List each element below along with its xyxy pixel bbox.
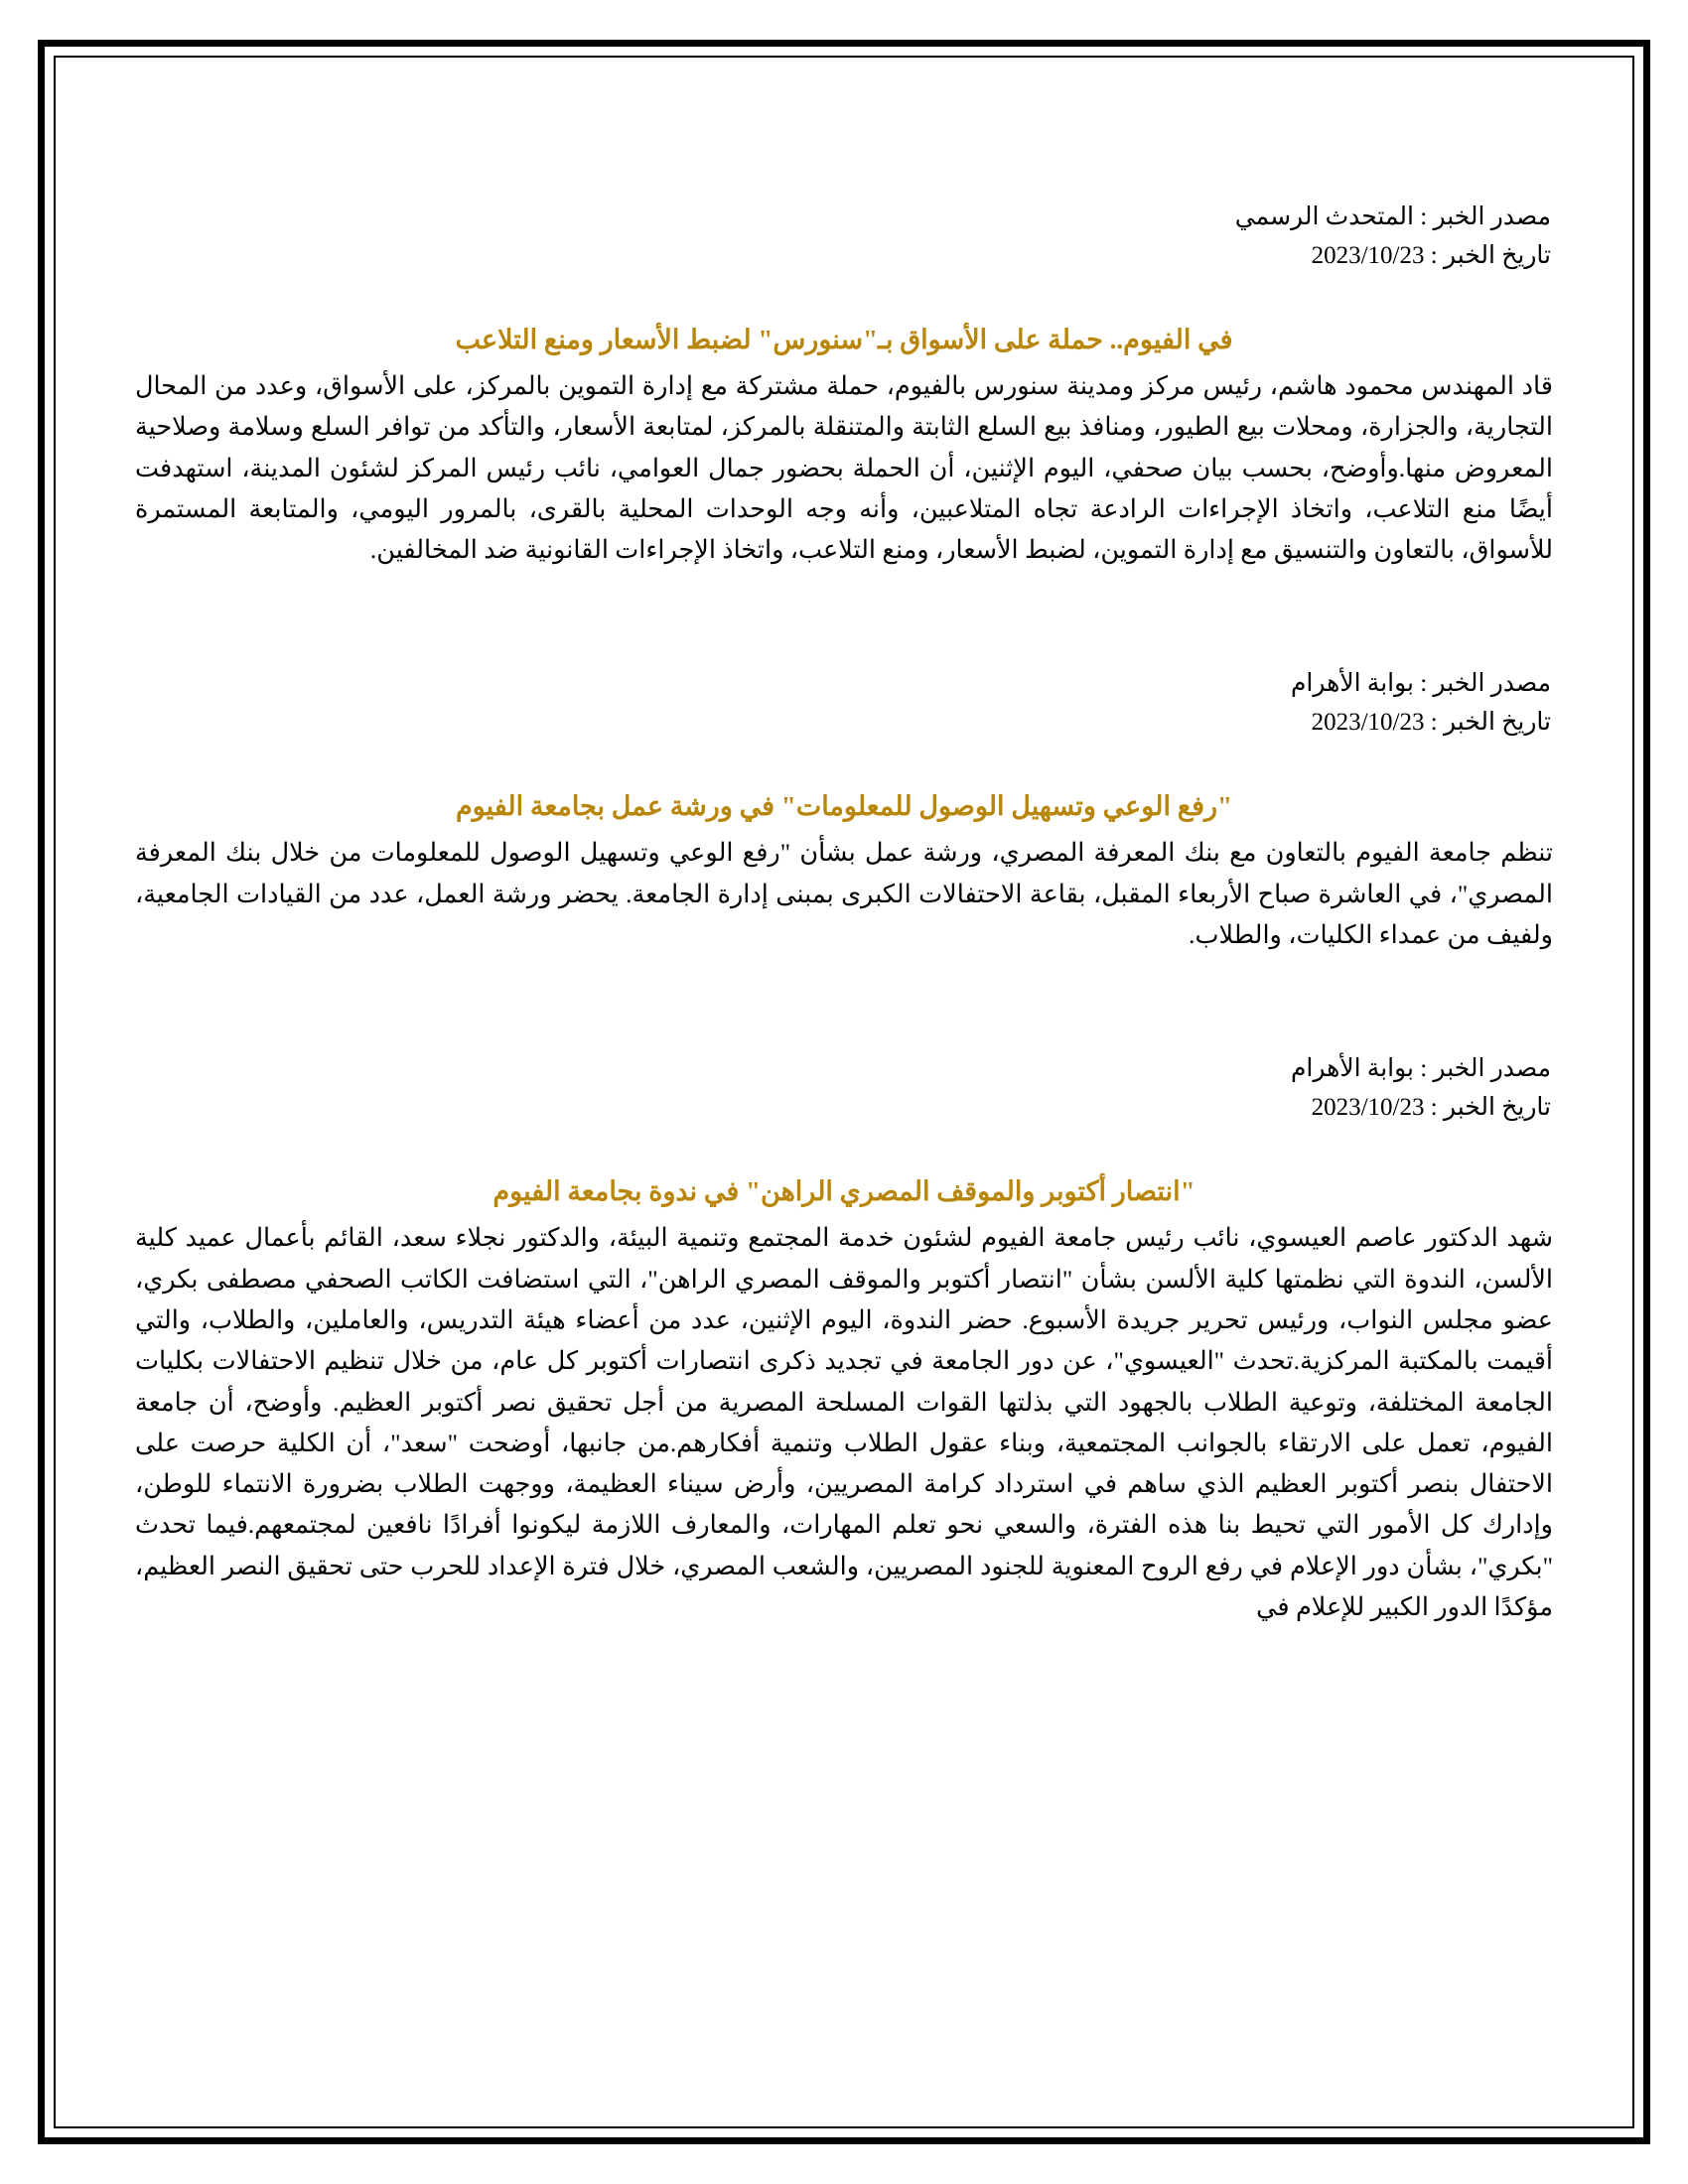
document-content	[135, 199, 1553, 1627]
news-date: تاريخ الخبر : 2023/10/23	[1311, 1094, 1551, 1122]
article-meta	[135, 665, 1553, 743]
news-date: تاريخ الخبر : 2023/10/23	[1311, 241, 1551, 269]
page-inner-border	[54, 56, 1634, 2128]
news-source: مصدر الخبر : بوابة الأهرام	[1290, 1055, 1551, 1083]
article-title: في الفيوم.. حملة على الأسواق بـ"سنورس" لضبط الأسعار ومنع التلاعب	[455, 324, 1233, 354]
article-title: "رفع الوعي وتسهيل الوصول للمعلومات" في ورشة عمل بجامعة الفيوم	[455, 790, 1233, 821]
article-meta	[135, 1050, 1553, 1128]
news-date: تاريخ الخبر : 2023/10/23	[1311, 709, 1551, 737]
news-source: مصدر الخبر : المتحدث الرسمي	[1234, 204, 1551, 230]
news-source: مصدر الخبر : بوابة الأهرام	[1290, 670, 1551, 698]
page-outer-border	[38, 40, 1650, 2144]
article-body: تنظم جامعة الفيوم بالتعاون مع بنك المعرفة المصري، ورشة عمل بشأن "رفع الوعي وتسهيل الوصول للمعلومات من خلال بنك المعرفة المصري"، في العاشرة صباح الأربعاء المقبل، بقاعة الاحتفالات الكبرى بمبنى إدارة الجامعة. يحضر ورشة العمل، عدد من القيادات الجامعية، ولفيف من عمداء الكليات، والطلاب.	[135, 838, 1553, 950]
article-title: "انتصار أكتوبر والموقف المصري الراهن" في ندوة بجامعة الفيوم	[492, 1175, 1196, 1206]
article-meta	[135, 199, 1553, 276]
article-body: قاد المهندس محمود هاشم، رئيس مركز ومدينة سنورس بالفيوم، حملة مشتركة مع إدارة التموين بالمركز، على الأسواق، وعدد من المحال التجارية، والجزارة، ومحلات بيع الطيور، ومنافذ بيع السلع الثابتة والمتنقلة بالمركز، لمتابعة الأسعار، والتأكد من توافر السلع وسلامة وصلاحية المعروض منها.وأوضح، بحسب بيان صحفي، اليوم الإثنين، أن الحملة بحضور جمال العوامي، نائب رئيس المركز لشئون المدينة، استهدفت أيضًا منع التلاعب، واتخاذ الإجراءات الرادعة تجاه المتلاعبين، وأنه وجه الوحدات المحلية بالقرى، بالمرور اليومي، والمتابعة المستمرة للأسواق، بالتعاون والتنسيق مع إدارة التموين، لضبط الأسعار، ومنع التلاعب، واتخاذ الإجراءات القانونية ضد المخالفين.	[135, 371, 1553, 565]
article-body: شهد الدكتور عاصم العيسوي، نائب رئيس جامعة الفيوم لشئون خدمة المجتمع وتنمية البيئة، والدكتور نجلاء سعد، القائم بأعمال عميد كلية الألسن، الندوة التي نظمتها كلية الألسن بشأن "انتصار أكتوبر والموقف المصري الراهن"، التي استضافت الكاتب الصحفي مصطفى بكري، عضو مجلس النواب، ورئيس تحرير جريدة الأسبوع. حضر الندوة، اليوم الإثنين، عدد من أعضاء هيئة التدريس، والعاملين، والطلاب، والتي أقيمت بالمكتبة المركزية.تحدث "العيسوي"، عن دور الجامعة في تجديد ذكرى انتصارات أكتوبر كل عام، من خلال تنظيم الاحتفالات بكليات الجامعة المختلفة، وتوعية الطلاب بالجهود التي بذلتها القوات المسلحة المصرية من أجل تحقيق نصر أكتوبر العظيم. وأوضح، أن جامعة الفيوم، تعمل على الارتقاء بالجوانب المجتمعية، وبناء عقول الطلاب وتنمية أفكارهم.من جانبها، أوضحت "سعد"، أن الكلية حرصت على الاحتفال بنصر أكتوبر العظيم الذي ساهم في استرداد كرامة المصريين، وأرض سيناء العظيمة، ووجهت الطلاب بضرورة الانتماء للوطن، وإدارك كل الأمور التي تحيط بنا هذه الفترة، والسعي نحو تعلم المهارات، والمعارف اللازمة ليكونوا أفرادًا نافعين لمجتمعهم.فيما تحدث "بكري"، بشأن دور الإعلام في رفع الروح المعنوية للجنود المصريين، والشعب المصري، خلال فترة الإعداد للحرب حتى تحقيق النصر العظيم، مؤكدًا الدور الكبير للإعلام في	[135, 1223, 1553, 1622]
